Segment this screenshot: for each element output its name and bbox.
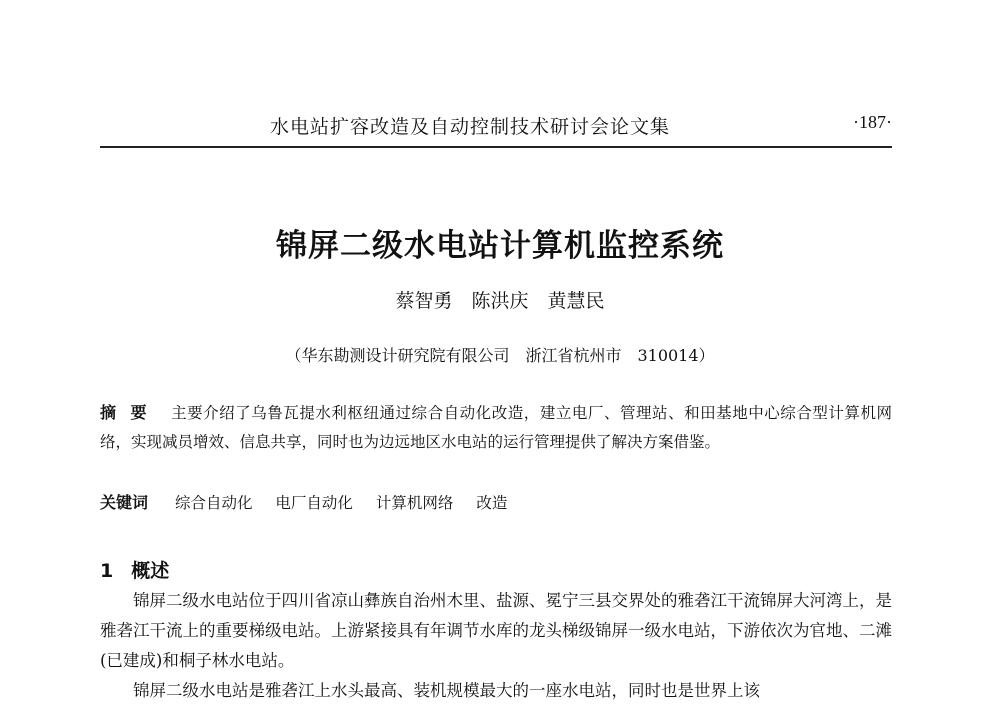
section-heading	[100, 556, 169, 583]
keyword: 改造	[476, 494, 508, 512]
keyword: 电厂自动化	[275, 494, 353, 512]
running-head	[100, 112, 892, 148]
abstract-label: 摘要	[100, 403, 162, 422]
paragraph: 锦屏二级水电站位于四川省凉山彝族自治州木里、盐源、冕宁三县交界处的雅砻江干流锦屏大河湾上，是雅砻江干流上的重要梯级电站。上游紧接具有年调节水库的龙头梯级锦屏一级水电站，下游依次为官地、二滩(已建成)和桐子林水电站。	[100, 591, 892, 670]
keyword: 计算机网络	[375, 494, 454, 512]
keyword: 综合自动化	[174, 494, 253, 512]
abstract-text: 主要介绍了乌鲁瓦提水利枢纽通过综合自动化改造，建立电厂、管理站、和田基地中心综合型计算机网络，实现减员增效、信息共享，同时也为边远地区水电站的运行管理提供了解决方案借鉴。	[100, 404, 892, 451]
keywords-label: 关键词	[100, 493, 149, 512]
authors: 蔡智勇 陈洪庆 黄慧民	[395, 290, 605, 312]
section-number: 1	[100, 560, 114, 582]
affiliation: （华东勘测设计研究院有限公司 浙江省杭州市 310014）	[285, 346, 715, 365]
section-title: 概述	[131, 560, 170, 582]
page-number: ·187·	[853, 112, 892, 132]
paragraph: 锦屏二级水电站是雅砻江上水头最高、装机规模最大的一座水电站，同时也是世界上该	[133, 681, 760, 700]
journal-name: 水电站扩容改造及自动控制技术研讨会论文集	[270, 116, 671, 138]
body-text	[100, 586, 892, 706]
abstract	[100, 398, 892, 457]
article-title: 锦屏二级水电站计算机监控系统	[276, 228, 724, 264]
keywords	[100, 490, 892, 513]
